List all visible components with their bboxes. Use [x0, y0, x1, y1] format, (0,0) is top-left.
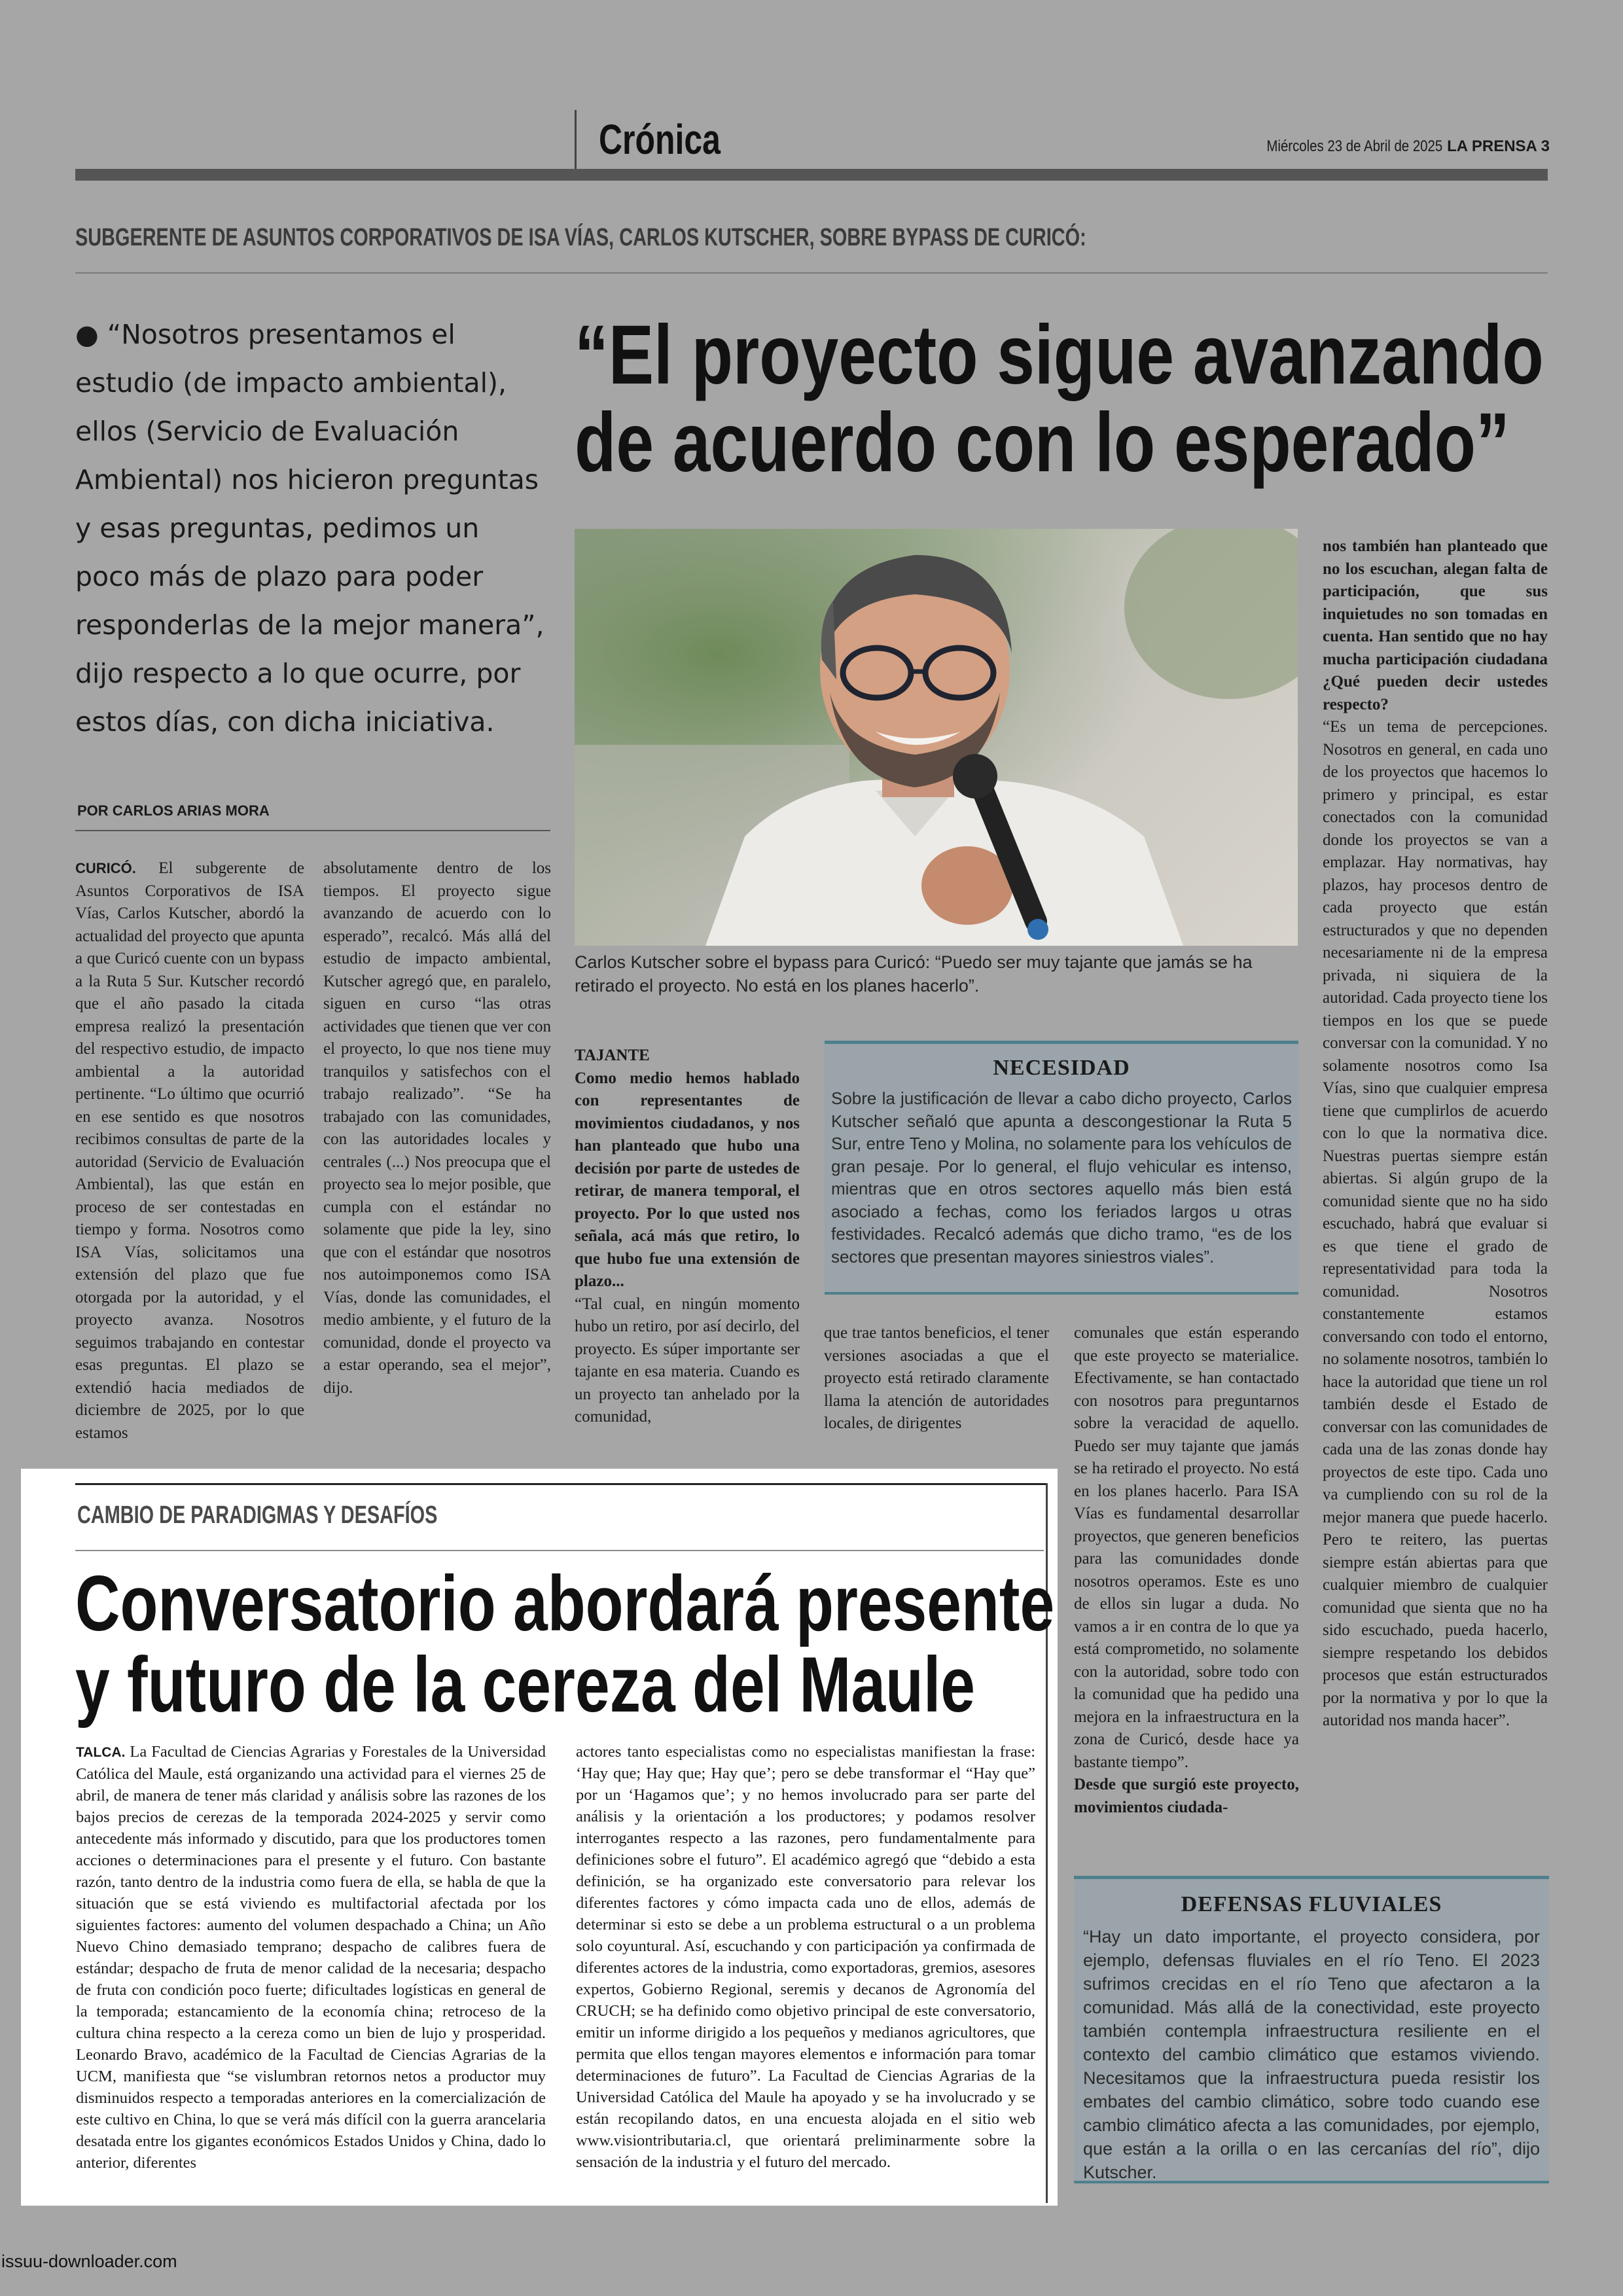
- kicker-rule: [75, 272, 1548, 274]
- bullet-icon: ●: [75, 319, 99, 350]
- main-col-2: absolutamente dentro de los tiempos. El proyecto sigue avanzando de acuerdo con lo esperado”, recalcó. Más allá del estudio de impacto ambiental, Kutscher agregó que, en paralelo, siguen en curso “las otras actividades que tienen que ver con el proyecto, lo que nos tiene muy tranquilos y satisfechos con el trabajo realizado”. “Se ha trabajado con las comunidades, con las autoridades locales y centrales (...) Nos preocupa que el proyecto sea lo mejor posible, que cumpla con el estándar no solamente que pide la ley, sino que con el estándar que nosotros nos autoimponemos como ISA Vías, donde las comunidades, el medio ambiente, y el futuro de la comunidad, donde el proyecto va a estar operando, sea el mejor”, dijo.: [323, 859, 551, 1397]
- cereza-col-1: [76, 1741, 546, 2174]
- box-defensas-text: “Hay un dato importante, el proyecto considera, por ejemplo, defensas fluviales en el río Teno. El 2023 sufrimos crecidas en el río Teno que afectaron a la comunidad. Más allá de la conectividad, este proyecto también contempla infraestructura resiliente en el contexto del cambio climático que estamos viviendo. Necesitamos que la infraestructura pueda resistir los embates del cambio climático, sobre todo cuando ese cambio climático afecta a las comunidades, por ejemplo, que están a la orilla o en las cercanías del río”, dijo Kutscher.: [1083, 1927, 1540, 2182]
- dateline-curico: CURICÓ.: [75, 860, 136, 876]
- article-cereza: [21, 1469, 1058, 2206]
- main-headline: [575, 308, 1623, 490]
- box-necesidad: [825, 1041, 1298, 1295]
- cereza-col-2: actores tanto especialistas como no especialistas manifiestan la frase: ‘Hay que; Hay que; Hay que’; pero se debe transformar el “Hay que” por un ‘Hagamos que’; y no hemos involucrado para ser parte del análisis y la orientación a los productores; y podamos resolver interrogantes respecto a las razones, pero fundamentalmente para definiciones sobre el futuro”. El académico agregó que “debido a esta definición, se ha organizado este conversatorio para relevar los diferentes factores y cómo impacta cada uno de ellos, además de determinar si esto se debe a un problema estructural o a un problema solo coyuntural. Así, escuchando y con participación ya confirmada de diferentes actores de la industria, como exportadoras, gremios, asesores expertos, Gobierno Regional, seremis y decanos de Agronomía del CRUCH; se ha definido como objetivo principal de este conversatorio, emitir un informe dirigido a los pequeños y medianos agricultores, que permita que ellos tengan mayores elementos e información para tomar determinaciones de futuro”. La Facultad de Ciencias Agrarias de la Universidad Católica del Maule ha apoyado y se ha involucrado y se están recopilando datos, en una encuesta alojada en el sitio web www.visiontributaria.cl, que orientará preliminarmente sobre la sensación de la industria y el futuro del mercado.: [576, 1743, 1035, 2171]
- lede-text: “Nosotros presentamos el estudio (de impacto ambiental), ellos (Servicio de Evaluación Ambiental) nos hicieron preguntas y esas preguntas, pedimos un poco más de plazo para poder responderlas de la mejor manera”, dijo respecto a lo que ocurre, por estos días, con dicha iniciativa.: [75, 319, 544, 738]
- cereza-headline-line1: Conversatorio abordará presente: [75, 1560, 1055, 1647]
- cereza-col-1-text: La Facultad de Ciencias Agrarias y Forestales de la Universidad Católica del Maule, está organizando una actividad para el viernes 25 de abril, de manera de tener más claridad y análisis sobre las razones de los bajos precios de cerezas de la temporada 2024-2025 y servir como antecedente más informado y discutido, para que los productores tomen acciones o determinaciones para el presente y el futuro. Con bastante razón, tanto dentro de la industria como fuera de ella, se habla de que la situación que se está viviendo es multifactorial afectada por los siguientes factores: aumento del volumen despachado a China; un Año Nuevo Chino demasiado temprano; despacho de calibres fuera de estándar; despacho de fruta de menor calidad de la necesaria; despacho de fruta con condición poco fuerte; dificultades logísticas en general de la temporada; estancamiento de la economía china; retroceso de la cultura china respecto a la cereza como un bien de lujo y prosperidad. Leonardo Bravo, académico de la Facultad de Ciencias Agrarias de la UCM, manifiesta que “se vislumbran retornos netos a productor muy disminuidos respecto a temporadas anteriores en la comercialización de este cultivo en China, lo que se verá más difícil con la guerra arancelaria desatada entre los gigantes económicos Estados Unidos y China, dado lo anterior, diferentes: [76, 1743, 546, 2172]
- photo-caption: Carlos Kutscher sobre el bypass para Curicó: “Puedo ser muy tajante que jamás se ha retirado el proyecto. No está en los planes hacerlo”.: [575, 952, 1253, 996]
- dateline-talca: TALCA.: [76, 1745, 126, 1760]
- cereza-top-rule: [75, 1483, 1047, 1485]
- subhead-tajante: TAJANTE: [575, 1047, 650, 1064]
- main-kicker: SUBGERENTE DE ASUNTOS CORPORATIVOS DE ISA VÍAS, CARLOS KUTSCHER, SOBRE BYPASS DE CURICÓ:: [75, 224, 1086, 251]
- question-2-cont: nos también han planteado que no los escuchan, alegan falta de participación, que sus inquietudes no son tomadas en cuenta. Han sentido que no hay mucha participación ciudadana ¿Qué pueden decir ustedes respecto?: [1323, 537, 1548, 713]
- question-2: Desde que surgió este proyecto, movimientos ciudada-: [1074, 1776, 1299, 1816]
- header-divider: [575, 110, 577, 169]
- issue-info: [1236, 137, 1550, 156]
- question-1: Como medio hemos hablado con representantes de movimientos ciudadanos, y nos han planteado que hubo una decisión por parte de ustedes de retirar, de manera temporal, el proyecto. Por lo que usted nos señala, acá más que retiro, lo que hubo fue una extensión de plazo...: [575, 1069, 800, 1290]
- main-col-4: que trae tantos beneficios, el tener versiones asociadas a que el proyecto está retirado claramente llama la atención de autoridades locales, de dirigentes: [824, 1324, 1049, 1432]
- lede: [75, 310, 550, 746]
- main-col-1: [75, 857, 304, 1444]
- cereza-kicker: CAMBIO DE PARADIGMAS Y DESAFÍOS: [77, 1501, 438, 1529]
- section-name: Crónica: [599, 116, 721, 163]
- paper-page: LA PRENSA 3: [1447, 137, 1550, 155]
- answer-3: “Es un tema de percepciones. Nosotros en general, en cada uno de los proyectos que hacemos lo primero y principal, es estar conectados con la comunidad donde los proyectos se van a emplazar. Hay normativas, hay plazos, hay procesos dentro de cada proyecto que están estructurados y que no dependen necesariamente ni de la empresa privada, ni siquiera de la autoridad. Cada proyecto tiene los tiempos en los que se puede conversar con la comunidad. Y no solamente nosotros como Isa Vías, sino que cualquier empresa tiene que cumplirlos de acuerdo con lo que la normativa dice. Nuestras puertas siempre están abiertas. Si algún grupo de la comunidad siente que no ha sido escuchado, habrá que evaluar si es que tiene el grado de representatividad para toda la comunidad. Nosotros constantemente estamos conversando con todo el entorno, no solamente nosotros, también lo hace la autoridad que tiene un rol también desde el Estado de conversar con las comunidades de cada una de las zonas donde hay proyectos de este tipo. Cada uno va cumpliendo con su rol de la mejor manera que puede hacerlo. Pero te reitero, las puertas siempre están abiertas para que cualquier miembro de cualquier comunidad que sienta que no ha sido escuchado, pueda hacerlo, siempre respetando los debidos procesos que están estructurados por la normativa y por lo que la autoridad nos manda hacer”.: [1323, 718, 1548, 1729]
- byline-rule: [75, 830, 550, 831]
- main-col-6: [1323, 535, 1548, 1732]
- answer-2: comunales que están esperando que este proyecto se materialice. Efectivamente, se han contactado con nosotros para preguntarnos sobre la veracidad de aquello. Puedo ser muy tajante que jamás se ha retirado el proyecto. No está en los planes hacerlo. Para ISA Vías es fundamental desarrollar proyectos, que generen beneficios para las comunidades donde nosotros operamos. Este es uno de ellos sin lugar a duda. No vamos a ir en contra de lo que ya está comprometido, no solamente con la autoridad, sobre todo con la comunidad que ha pedido una mejora en la infraestructura en la zona de Curicó, desde hace ya bastante tiempo”.: [1074, 1324, 1299, 1771]
- main-headline-line2: de acuerdo con lo esperado”: [575, 396, 1510, 490]
- watermark: issuu-downloader.com: [1, 2251, 177, 2271]
- main-col-3: [575, 1045, 800, 1429]
- byline: POR CARLOS ARIAS MORA: [77, 802, 270, 819]
- box-defensas: [1074, 1876, 1549, 2183]
- box-necesidad-text: Sobre la justificación de llevar a cabo dicho proyecto, Carlos Kutscher señaló que apunta a descongestionar la Ruta 5 Sur, entre Teno y Molina, no solamente para los vehículos de gran pesaje. Por lo general, el flujo vehicular es intenso, mientras que en otros sectores aquello más bien está asociado a fechas, como los feriados largos u otras festividades. Recalcó además que dicho tramo, “es de los sectores que presentan mayores siniestros viales”.: [831, 1088, 1292, 1266]
- photo-kutscher: [575, 529, 1298, 946]
- issue-date: Miércoles 23 de Abril de 2025: [1266, 137, 1443, 155]
- main-col-1-text: El subgerente de Asuntos Corporativos de ISA Vías, Carlos Kutscher, abordó la actualidad del proyecto que apunta a que Curicó cuente con un bypass a la Ruta 5 Sur. Kutscher recordó que el año pasado la citada empresa realizó la presentación del respectivo estudio, de impacto ambiental a la autoridad pertinente. “Lo último que ocurrió en ese sentido es que nosotros recibimos consultas de parte de la autoridad (Servicio de Evaluación Ambiental), las que están en proceso de ser contestadas en tiempo y forma. Nosotros como ISA Vías, solicitamos una extensión del plazo que fue otorgada por la autoridad, y el proyecto avanza. Nosotros seguimos trabajando en contestar esas preguntas. El plazo se extendió hacia mediados de diciembre de 2025, por lo que estamos: [75, 859, 304, 1442]
- cereza-kicker-rule: [75, 1550, 1044, 1551]
- cereza-headline-line2: y futuro de la cereza del Maule: [75, 1641, 976, 1729]
- header-rule: [75, 169, 1548, 181]
- box-necesidad-title: NECESIDAD: [993, 1056, 1130, 1080]
- answer-1: “Tal cual, en ningún momento hubo un retiro, por así decirlo, del proyecto. Es súper importante ser tajante en esa materia. Cuando es un proyecto tan anhelado por la comunidad,: [575, 1295, 800, 1426]
- box-defensas-title: DEFENSAS FLUVIALES: [1181, 1892, 1442, 1916]
- cereza-headline: [75, 1560, 1315, 1729]
- main-headline-line1: “El proyecto sigue avanzando: [575, 308, 1544, 402]
